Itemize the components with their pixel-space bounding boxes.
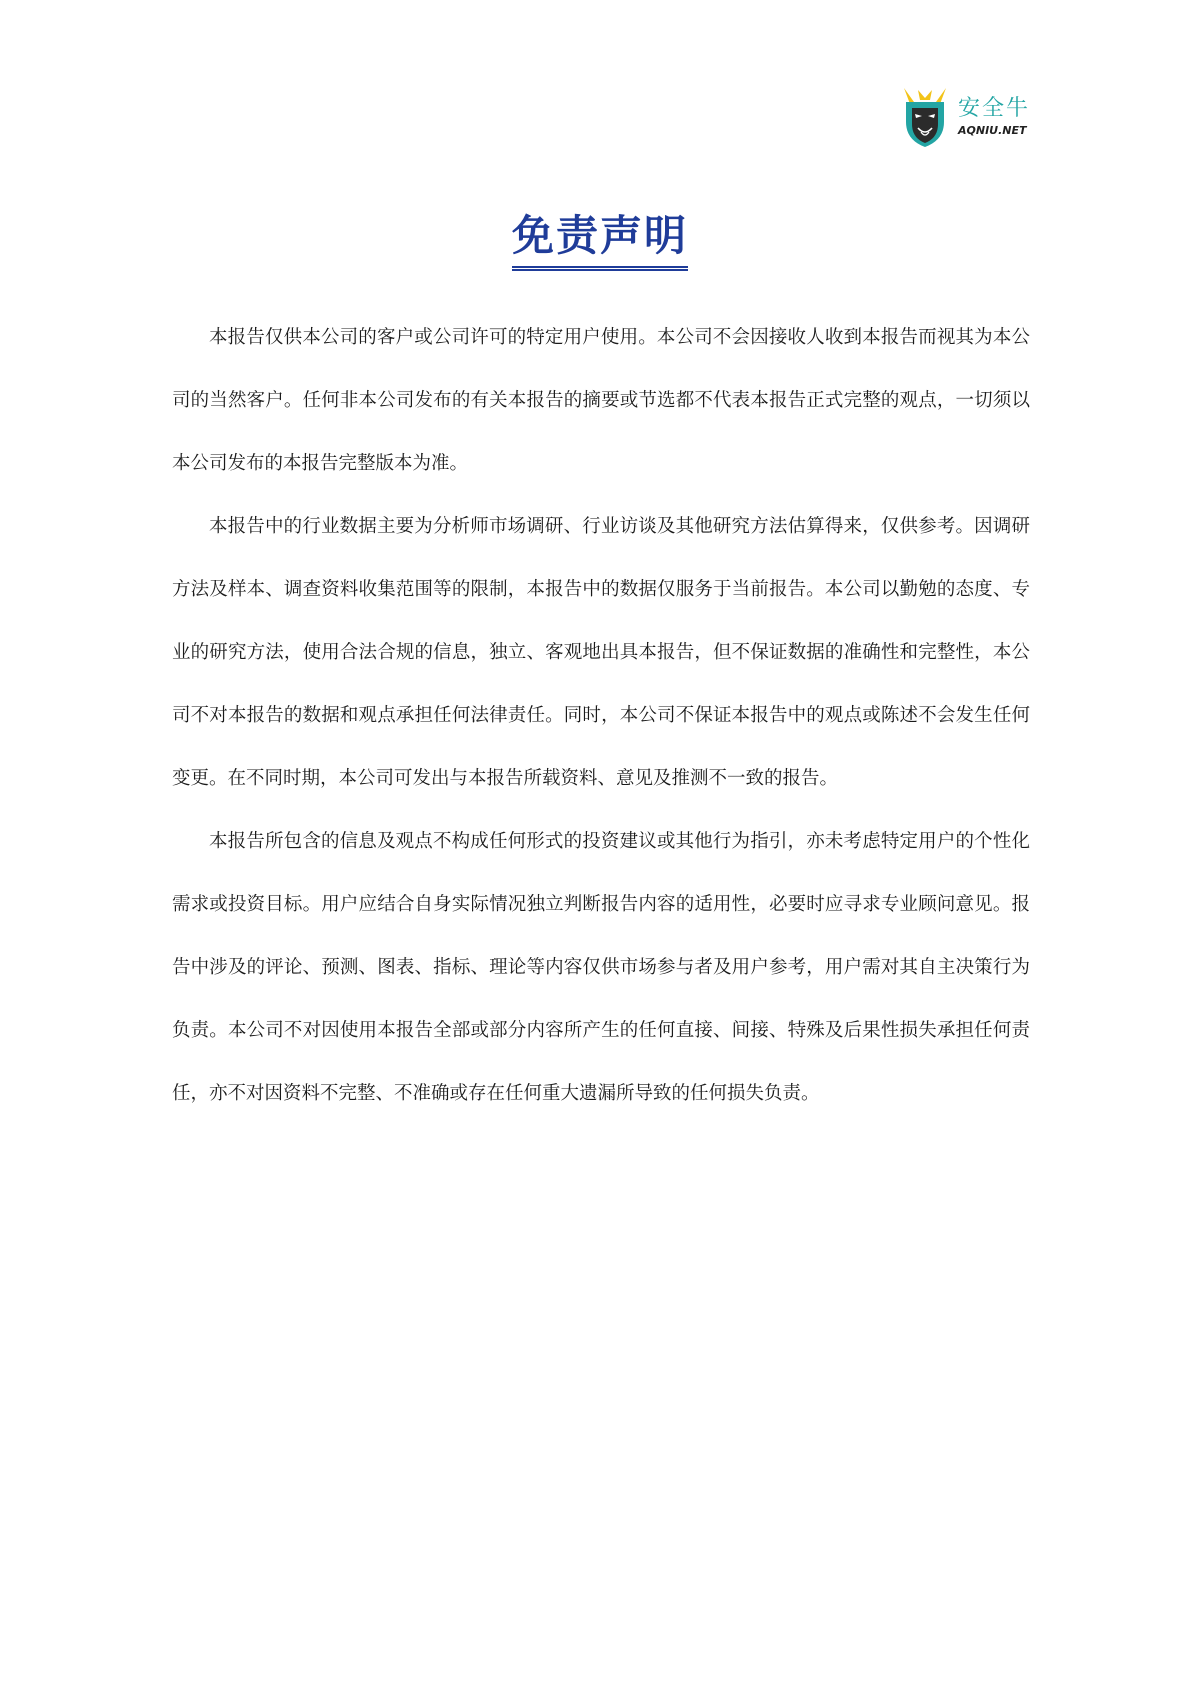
brand-name-en: AQNIU.NET [958,124,1027,137]
helmet-bull-icon [900,84,950,148]
paragraph-liability: 本报告所包含的信息及观点不构成任何形式的投资建议或其他行为指引，亦未考虑特定用户的个性化需求或投资目标。用户应结合自身实际情况独立判断报告内容的适用性，必要时应寻求专业顾问意见。报告中涉及的评论、预测、图表、指标、理论等内容仅供市场参与者及用户参考，用户需对其自主决策行为负责。本公司不对因使用本报告全部或部分内容所产生的任何直接、间接、特殊及后果性损失承担任何责任，亦不对因资料不完整、不准确或存在任何重大遗漏所导致的任何损失负责。 [172,831,1030,1104]
brand-name-cn: 安全牛 [958,96,1031,121]
disclaimer-body [172,306,1030,1125]
page-title: 免责声明 [512,210,688,271]
paragraph-data-accuracy: 本报告中的行业数据主要为分析师市场调研、行业访谈及其他研究方法估算得来，仅供参考。因调研方法及样本、调查资料收集范围等的限制，本报告中的数据仅服务于当前报告。本公司以勤勉的态度、专业的研究方法，使用合法合规的信息，独立、客观地出具本报告，但不保证数据的准确性和完整性，本公司不对本报告的数据和观点承担任何法律责任。同时，本公司不保证本报告中的观点或陈述不会发生任何变更。在不同时期，本公司可发出与本报告所载资料、意见及推测不一致的报告。 [172,516,1030,789]
title-container [0,210,1200,271]
paragraph-usage-scope: 本报告仅供本公司的客户或公司许可的特定用户使用。本公司不会因接收人收到本报告而视其为本公司的当然客户。任何非本公司发布的有关本报告的摘要或节选都不代表本报告正式完整的观点，一切须以本公司发布的本报告完整版本为准。 [172,327,1030,474]
brand-logo [900,84,1040,148]
